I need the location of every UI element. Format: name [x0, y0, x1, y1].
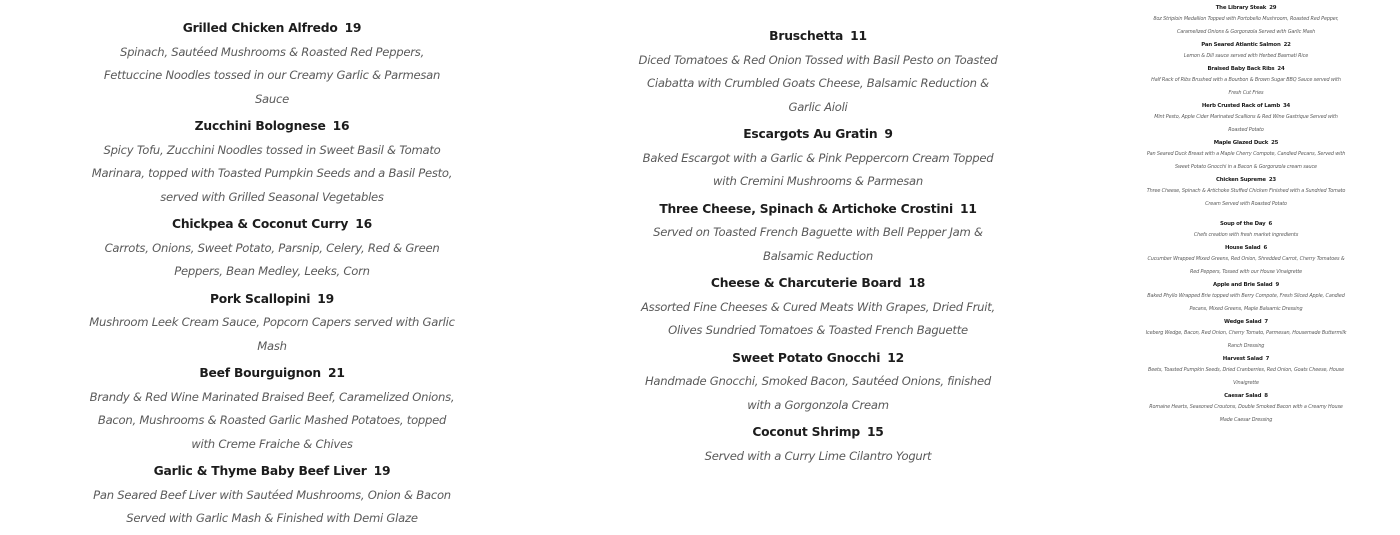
menu-item	[86, 213, 458, 284]
menu-item	[633, 421, 1003, 468]
menu-item-name: Escargots Au Gratin	[743, 127, 878, 141]
menu-item-name: Beef Bourguignon	[199, 366, 321, 380]
menu-item	[1145, 139, 1347, 174]
menu-item-name: Wedge Salad	[1224, 319, 1262, 325]
menu-item-description: Served on Toasted French Baguette with Bell Pepper Jam & Balsamic Reduction	[653, 225, 983, 263]
menu-item-title	[1145, 65, 1347, 74]
menu-item	[1145, 220, 1347, 242]
menu-item-name: Grilled Chicken Alfredo	[182, 21, 338, 35]
menu-item-title	[86, 288, 458, 312]
menu-item-description: Diced Tomatoes & Red Onion Tossed with Basil Pesto on Toasted Ciabatta with Crumbled Goats Cheese, Balsamic Reduction & Garlic Aioli	[638, 52, 998, 114]
menu-item-title	[633, 123, 1003, 147]
menu-item-name: Chickpea & Coconut Curry	[172, 217, 349, 231]
menu-item-name: Maple Glazed Duck	[1213, 140, 1269, 146]
menu-item-title	[86, 17, 458, 41]
menu-item-price: 6	[1263, 245, 1268, 251]
menu-item-name: Chicken Supreme	[1216, 177, 1266, 183]
menu-item-description: Half Rack of Ribs Brushed with a Bourbon & Brown Sugar BBQ Sauce served with Fresh Cut Fries	[1151, 77, 1341, 96]
menu-item-price: 19	[373, 464, 391, 478]
menu-item-price: 9	[884, 127, 893, 141]
menu-item-title	[1145, 139, 1347, 148]
menu-item-description: Spinach, Sautéed Mushrooms & Roasted Red Peppers, Fettuccine Noodles tossed in our Creamy Garlic & Parmesan Sauce	[103, 44, 441, 106]
menu-item	[86, 17, 458, 111]
menu-item-price: 7	[1264, 319, 1268, 325]
menu-item-title	[633, 347, 1003, 371]
menu-column-starters	[633, 25, 1003, 472]
menu-item-title	[1145, 41, 1347, 50]
menu-item	[1145, 65, 1347, 100]
menu-item-name: Pork Scallopini	[209, 291, 311, 306]
menu-item-title	[633, 198, 1003, 222]
menu-item-name: Three Cheese, Spinach & Artichoke Crostini	[659, 201, 953, 216]
menu-item-title	[1145, 281, 1347, 290]
menu-item-price: 25	[1271, 140, 1279, 146]
menu-item-description: Served with a Curry Lime Cilantro Yogurt	[704, 448, 932, 463]
menu-item-description: 8oz Striploin Medallion Topped with Portobello Mushroom, Roasted Red Pepper, Caramelized Onions & Gorgonzola Served with Garlic Mash	[1153, 16, 1339, 35]
menu-item	[1145, 392, 1347, 427]
menu-item-name: Sweet Potato Gnocchi	[732, 350, 881, 365]
menu-item-name: Caesar Salad	[1224, 393, 1262, 399]
menu-item	[1145, 281, 1347, 316]
menu-item-title	[1145, 4, 1347, 13]
menu-item-price: 21	[327, 366, 345, 380]
menu-item-price: 11	[959, 201, 977, 216]
menu-item	[86, 288, 458, 359]
menu-item-price: 8	[1264, 393, 1268, 399]
menu-item-description: Iceberg Wedge, Bacon, Red Onion, Cherry Tomato, Parmesan, Housemade Buttermilk Ranch Dressing	[1145, 330, 1347, 349]
menu-item	[633, 272, 1003, 343]
menu-item	[1145, 4, 1347, 39]
menu-item-title	[86, 460, 458, 484]
menu-item-description: Romaine Hearts, Seasoned Croutons, Double Smoked Bacon with a Creamy House Made Caesar Dressing	[1149, 404, 1343, 423]
menu-item-price: 9	[1275, 282, 1280, 288]
menu-item-price: 7	[1265, 356, 1270, 362]
menu-item	[633, 198, 1003, 269]
menu-item	[633, 123, 1003, 194]
menu-item-price: 6	[1268, 221, 1273, 227]
menu-item-price: 22	[1283, 42, 1291, 48]
menu-item	[86, 115, 458, 209]
menu-item-title	[1145, 244, 1347, 253]
menu-item-description: Mushroom Leek Cream Sauce, Popcorn Capers served with Garlic Mash	[89, 315, 455, 353]
menu-item	[1145, 244, 1347, 279]
menu-item	[633, 25, 1003, 119]
menu-item-title	[1145, 355, 1347, 364]
menu-item-price: 24	[1277, 66, 1285, 72]
menu-item	[1145, 102, 1347, 137]
menu-item-price: 16	[355, 217, 372, 231]
menu-item-description: Pan Seared Beef Liver with Sautéed Mushrooms, Onion & Bacon Served with Garlic Mash & Finished with Demi Glaze	[93, 487, 451, 525]
menu-item-description: Handmade Gnocchi, Smoked Bacon, Sautéed Onions, finished with a Gorgonzola Cream	[644, 374, 992, 412]
menu-item-description: Carrots, Onions, Sweet Potato, Parsnip, Celery, Red & Green Peppers, Bean Medley, Leeks, Corn	[104, 240, 440, 278]
menu-item-name: Braised Baby Back Ribs	[1207, 66, 1275, 72]
menu-item-price: 29	[1269, 5, 1277, 11]
menu-item-description: Brandy & Red Wine Marinated Braised Beef, Caramelized Onions, Bacon, Mushrooms & Roasted Garlic Mashed Potatoes, topped with Creme Fraiche & Chives	[89, 389, 455, 451]
menu-item-title	[1145, 102, 1347, 111]
menu-item-price: 23	[1268, 177, 1276, 183]
menu-item-title	[1145, 392, 1347, 401]
menu-item-description: Mint Pesto, Apple Cider Marinated Scallions & Red Wine Gastrique Served with Roasted Potato	[1154, 114, 1338, 133]
menu-item-title	[633, 421, 1003, 445]
menu-item	[1145, 176, 1347, 211]
menu-item-title	[1145, 176, 1347, 185]
menu-item	[1145, 355, 1347, 390]
menu-item-price: 11	[850, 29, 867, 43]
menu-item	[86, 362, 458, 456]
menu-item-name: Herb Crusted Rack of Lamb	[1201, 103, 1280, 109]
menu-column-mains	[86, 17, 458, 535]
menu-item-description: Baked Escargot with a Garlic & Pink Peppercorn Cream Topped with Cremini Mushrooms & Parmesan	[642, 150, 994, 188]
menu-item	[1145, 318, 1347, 353]
menu-item-description: Beets, Toasted Pumpkin Seeds, Dried Cranberries, Red Onion, Goats Cheese, House Vinaigrette	[1147, 367, 1344, 386]
menu-item-title	[86, 213, 458, 237]
menu-item-name: The Library Steak	[1215, 5, 1267, 11]
menu-item-price: 12	[887, 350, 904, 365]
menu-item-name: House Salad	[1224, 245, 1261, 251]
menu-item-title	[1145, 220, 1347, 229]
menu-item-price: 18	[908, 276, 926, 290]
menu-item-price: 19	[344, 21, 362, 35]
menu-item-description: Pan Seared Duck Breast with a Maple Cherry Compote, Candied Pecans, Served with Sweet Potato Gnocchi in a Bacon & Gorgonzola cream sauce	[1146, 151, 1346, 170]
menu-item-description: Baked Phyllo Wrapped Brie topped with Berry Compote, Fresh Sliced Apple, Candied Pecans, Mixed Greens, Maple Balsamic Dressing	[1147, 293, 1345, 312]
menu-item-title	[86, 115, 458, 139]
menu-item-name: Garlic & Thyme Baby Beef Liver	[153, 464, 367, 478]
menu-item-description: Lemon & Dill sauce served with Herbed Basmati Rice	[1183, 53, 1309, 59]
menu-item-title	[86, 362, 458, 386]
menu-item-name: Harvest Salad	[1222, 356, 1263, 362]
menu-item-description: Cucumber Wrapped Mixed Greens, Red Onion, Shredded Carrot, Cherry Tomatoes & Red Peppers, Tossed with our House Vinaigrette	[1147, 256, 1345, 275]
menu-item-title	[633, 272, 1003, 296]
menu-item-name: Coconut Shrimp	[752, 425, 860, 439]
menu-item-name: Cheese & Charcuterie Board	[710, 276, 902, 290]
menu-item-description: Assorted Fine Cheeses & Cured Meats With Grapes, Dried Fruit, Olives Sundried Tomatoes & Toasted French Baguette	[641, 299, 995, 337]
menu-item-price: 15	[866, 425, 884, 439]
menu-item	[633, 347, 1003, 418]
menu-item-price: 19	[317, 291, 334, 306]
menu-item-description: Chefs creation with fresh market ingredients	[1193, 232, 1299, 238]
menu-item-price: 34	[1283, 103, 1291, 109]
menu-item-price: 16	[332, 119, 350, 133]
menu-item-title	[633, 25, 1003, 49]
menu-item-name: Bruschetta	[769, 29, 844, 43]
menu-item-name: Pan Seared Atlantic Salmon	[1201, 42, 1281, 48]
menu-item-name: Soup of the Day	[1219, 221, 1266, 227]
menu-item	[1145, 41, 1347, 63]
menu-item-description: Spicy Tofu, Zucchini Noodles tossed in Sweet Basil & Tomato Marinara, topped with Toasted Pumpkin Seeds and a Basil Pesto, served with Grilled Seasonal Vegetables	[91, 142, 453, 204]
menu-item	[86, 460, 458, 531]
menu-item-name: Apple and Brie Salad	[1212, 282, 1273, 288]
menu-item-description: Three Cheese, Spinach & Artichoke Stuffed Chicken Finished with a Sundried Tomato Cream Served with Roasted Potato	[1146, 188, 1346, 207]
menu-item-title	[1145, 318, 1347, 327]
menu-column-entrees-salads	[1145, 2, 1347, 428]
section-spacer	[1145, 212, 1347, 218]
menu-item-name: Zucchini Bolognese	[194, 119, 326, 133]
